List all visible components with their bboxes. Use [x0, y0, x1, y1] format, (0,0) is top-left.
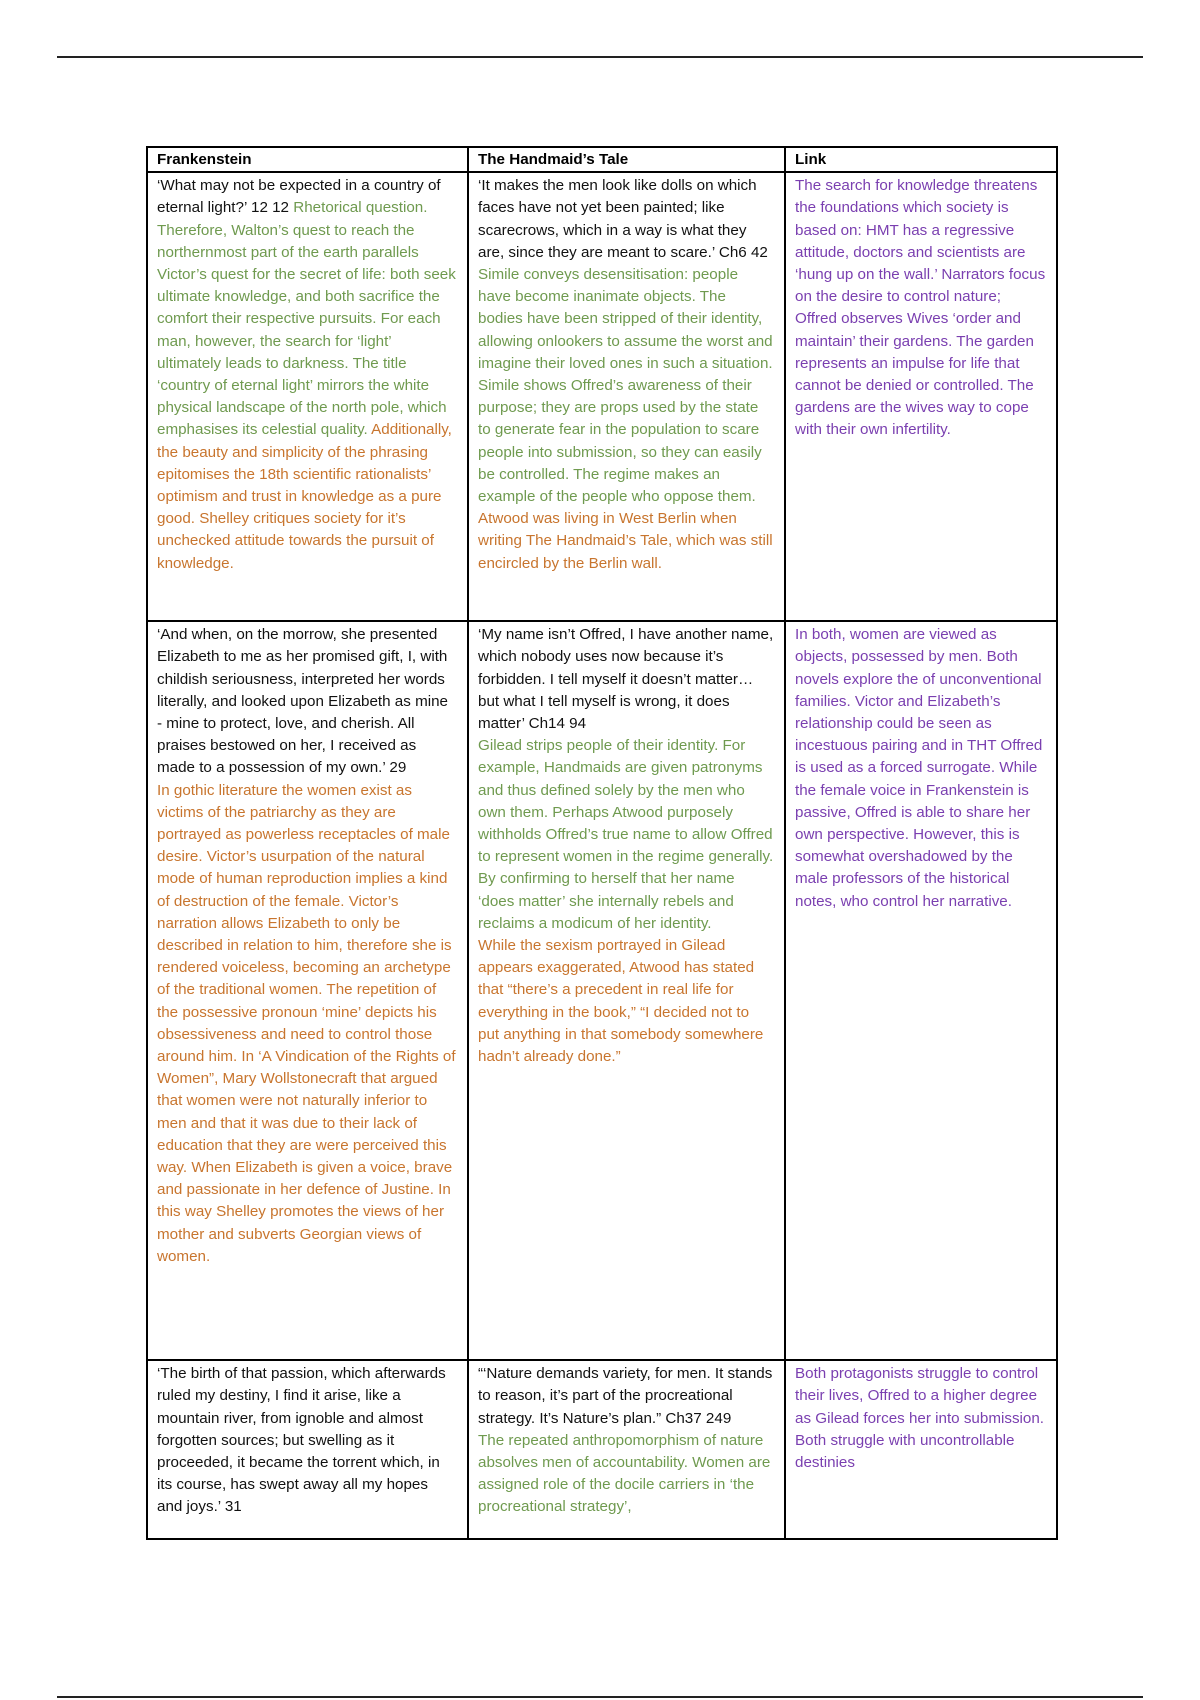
text-segment: “‘Nature demands variety, for men. It stands to reason, it’s part of the procreational strategy. It’s Nature’s plan.” Ch37 249: [478, 1365, 773, 1427]
page-top-rule: [57, 56, 1143, 58]
text-segment: Simile conveys desensitisation: people have become inanimate objects. The bodies have been stripped of their identity, allowing onlookers to assume the worst and imagine their loved ones in such a situation. Simile shows Offred’s awareness of their purpose; they are props used by the state to generate fear in the population to scare people into submission, so they can easily be controlled. The regime makes an example of the people who oppose them.: [478, 266, 773, 506]
text-segment: Rhetorical question. Therefore, Walton’s quest to reach the northernmost part of the earth parallels Victor’s quest for the secret of life: both seek ultimate knowledge, and both sacrifice the comfort their respective pursuits. For each man, however, the search for ‘light’ ultimately leads to darkness. The title ‘country of eternal light’ mirrors the white physical landscape of the north pole, which emphasises its celestial quality.: [157, 199, 456, 439]
header-handmaids-tale: The Handmaid’s Tale: [468, 147, 785, 172]
text-segment: ‘My name isn’t Offred, I have another name, which nobody uses now because it’s forbidden. I tell myself it doesn’t matter… but what I tell myself is wrong, it does matter’ Ch14 94: [478, 626, 774, 733]
text-segment: ‘The birth of that passion, which afterwards ruled my destiny, I find it arise, like a mountain river, from ignoble and almost forgotten sources; but swelling as it proceeded, it became the torrent which, in its course, has swept away all my hopes and joys.’ 31: [157, 1365, 446, 1516]
text-segment: ‘It makes the men look like dolls on which faces have not yet been painted; like scarecrows, which in a way is what they are, since they are meant to scare.’ Ch6 42: [478, 177, 768, 261]
text-segment: ‘What may not be expected in a country of eternal light?’ 12 12: [157, 177, 441, 217]
text-segment: Gilead strips people of their identity. For example, Handmaids are given patronyms and thus defined solely by the men who own them. Perhaps Atwood purposely withholds Offred’s true name to allow Offred to represent women in the regime generally. By confirming to herself that her name ‘does matter’ she internally rebels and reclaims a modicum of her identity.: [478, 737, 774, 932]
header-link: Link: [785, 147, 1057, 172]
text-segment: In both, women are viewed as objects, possessed by men. Both novels explore the of unconventional families. Victor and Elizabeth’s relationship could be seen as incestuous pairing and in THT Offred is used as a forced surrogate. While the female voice in Frankenstein is passive, Offred is able to share her own perspective. However, this is somewhat overshadowed by the male professors of the historical notes, who control her narrative.: [795, 626, 1043, 910]
text-segment: Additionally, the beauty and simplicity of the phrasing epitomises the 18th scientific rationalists’ optimism and trust in knowledge as a pure good. Shelley critiques society for it’s unchecked attitude towards the pursuit of knowledge.: [157, 421, 452, 572]
handmaids-tale-cell: [468, 172, 785, 621]
text-segment: ‘And when, on the morrow, she presented Elizabeth to me as her promised gift, I, with childish seriousness, interpreted her words literally, and looked upon Elizabeth as mine - mine to protect, love, and cherish. All praises bestowed on her, I received as made to a possession of my own.’ 29: [157, 626, 448, 777]
page-bottom-rule: [57, 1696, 1143, 1698]
link-cell: [785, 172, 1057, 621]
header-row: [147, 147, 1057, 172]
link-cell: [785, 621, 1057, 1360]
table-row: [147, 172, 1057, 621]
text-segment: The search for knowledge threatens the foundations which society is based on: HMT has a regressive attitude, doctors and scientists are ‘hung up on the wall.’ Narrators focus on the desire to control nature; Offred observes Wives ‘order and maintain’ their gardens. The garden represents an impulse for life that cannot be denied or controlled. The gardens are the wives way to cope with their own infertility.: [795, 177, 1046, 439]
text-segment: While the sexism portrayed in Gilead appears exaggerated, Atwood has stated that “there’s a precedent in real life for everything in the book,” “I decided not to put anything in that somebody somewhere hadn’t already done.”: [478, 937, 764, 1066]
link-cell: [785, 1360, 1057, 1539]
frankenstein-cell: [147, 172, 468, 621]
handmaids-tale-cell: [468, 1360, 785, 1539]
frankenstein-cell: [147, 1360, 468, 1539]
comparison-table: [146, 146, 1058, 1540]
text-segment: The repeated anthropomorphism of nature absolves men of accountability. Women are assigned role of the docile carriers in ‘the procreational strategy’,: [478, 1431, 771, 1516]
frankenstein-cell: [147, 621, 468, 1360]
table-row: [147, 621, 1057, 1360]
header-frankenstein: Frankenstein: [147, 147, 468, 172]
text-segment: Both protagonists struggle to control their lives, Offred to a higher degree as Gilead forces her into submission. Both struggle with uncontrollable destinies: [795, 1365, 1045, 1472]
text-segment: In gothic literature the women exist as victims of the patriarchy as they are portrayed as powerless receptacles of male desire. Victor’s usurpation of the natural mode of human reproduction implies a kind of destruction of the female. Victor’s narration allows Elizabeth to only be described in relation to him, therefore she is rendered voiceless, becoming an archetype of the traditional women. The repetition of the possessive pronoun ‘mine’ depicts his obsessiveness and need to control those around him. In ‘A Vindication of the Rights of Women”, Mary Wollstonecraft that argued that women were not naturally inferior to men and that it was due to their lack of education that they are were perceived this way. When Elizabeth is given a voice, brave and passionate in her defence of Justine. In this way Shelley promotes the views of her mother and subverts Georgian views of women.: [157, 781, 456, 1265]
handmaids-tale-cell: [468, 621, 785, 1360]
table-row: [147, 1360, 1057, 1539]
text-segment: Atwood was living in West Berlin when writing The Handmaid’s Tale, which was still encircled by the Berlin wall.: [478, 510, 773, 572]
